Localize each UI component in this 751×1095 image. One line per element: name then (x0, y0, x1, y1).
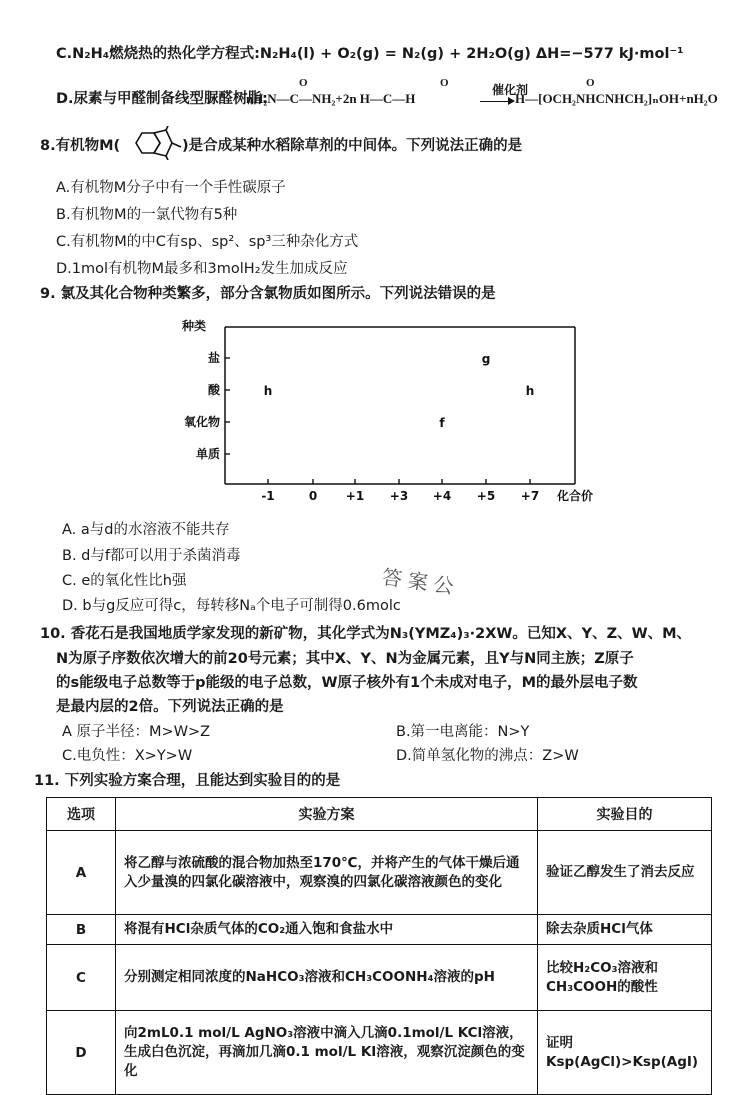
q9-option-c: C. e的氧化性比h强 (62, 573, 187, 589)
row-goal: 除去杂质HCl气体 (538, 915, 712, 945)
x-tick-label: +5 (476, 489, 496, 503)
chlorine-valence-chart (180, 312, 630, 512)
product-formula: H—[OCH₂NHCNHCH₂]ₙOH+nH₂O (515, 91, 718, 106)
q10-option-c: C.电负性：X>Y>W (62, 748, 193, 764)
urea-carbonyl-o: O (299, 77, 308, 89)
q10-stem-2: N为原子序数依次增大的前20号元素；其中X、Y、N为金属元素，且Y与N同主族；Z原子 (56, 651, 634, 667)
y-axis-title: 种类 (182, 319, 207, 333)
table-row (47, 945, 712, 1011)
table-row (47, 1011, 712, 1095)
x-tick-label: 0 (308, 489, 318, 503)
x-tick-label: -1 (261, 489, 275, 503)
row-option: B (47, 915, 116, 945)
q9-option-b: B. d与f都可以用于杀菌消毒 (62, 548, 241, 564)
x-tick-label: +1 (345, 489, 365, 503)
option-c-equation: C.N₂H₄燃烧热的热化学方程式:N₂H₄(l) + O₂(g) = N₂(g) + 2H₂O(g) ΔH=−577 kJ·mol⁻¹ (56, 46, 684, 62)
x-tick-label: +7 (520, 489, 540, 503)
q10-stem-3: 的s能级电子总数等于p能级的电子总数，W原子核外有1个未成对电子，M的最外层电子数 (56, 675, 638, 691)
q10-option-b: B.第一电离能：N>Y (396, 724, 530, 740)
q10-stem-4: 是最内层的2倍。下列说法正确的是 (56, 699, 284, 715)
q8-option-c: C.有机物M的中C有sp、sp²、sp³三种杂化方式 (56, 234, 359, 250)
q8-option-a: A.有机物M分子中有一个手性碳原子 (56, 180, 286, 196)
header-option: 选项 (47, 798, 116, 831)
x-tick-label: +4 (432, 489, 452, 503)
q9-stem: 9. 氯及其化合物种类繁多，部分含氯物质如图所示。下列说法错误的是 (40, 286, 496, 302)
catalyst-label: 催化剂 (492, 83, 529, 97)
indandione-structure-icon (128, 126, 182, 160)
x-axis-title: 化合价 (557, 489, 594, 503)
q8-stem-end: )是合成某种水稻除草剂的中间体。下列说法正确的是 (182, 138, 523, 154)
y-tick-label: 单质 (195, 447, 220, 461)
data-point-label: f (439, 416, 445, 430)
y-tick-label: 酸 (207, 383, 220, 397)
q9-option-d: D. b与g反应可得c，每转移Nₐ个电子可制得0.6molc (62, 598, 401, 614)
row-plan: 分别测定相同浓度的NaHCO₃溶液和CH₃COONH₄溶液的pH (116, 945, 538, 1011)
q10-option-a: A 原子半径：M>W>Z (62, 724, 211, 740)
row-option: C (47, 945, 116, 1011)
row-plan: 将混有HCl杂质气体的CO₂通入饱和食盐水中 (116, 915, 538, 945)
header-goal: 实验目的 (538, 798, 712, 831)
table-row (47, 831, 712, 915)
q10-stem-1: 10. 香花石是我国地质学家发现的新矿物，其化学式为N₃(YMZ₄)₃·2XW。已知X、Y、Z、W、M、 (40, 626, 692, 642)
table-row (47, 915, 712, 945)
row-goal: 比较H₂CO₃溶液和CH₃COOH的酸性 (538, 945, 712, 1011)
q10-option-d: D.简单氢化物的沸点：Z>W (396, 748, 579, 764)
data-point-label: h (263, 384, 273, 398)
y-tick-label: 氧化物 (183, 415, 220, 429)
product-carbonyl-o: O (586, 77, 595, 89)
row-option: A (47, 831, 116, 915)
formaldehyde-carbonyl-o: O (440, 77, 449, 89)
row-plan: 向2mL0.1 mol/L AgNO₃溶液中滴入几滴0.1mol/L KCl溶液，生成白色沉淀，再滴加几滴0.1 mol/L KI溶液，观察沉淀颜色的变化 (116, 1011, 538, 1095)
header-plan: 实验方案 (116, 798, 538, 831)
data-point-label: h (525, 384, 535, 398)
table-header-row (47, 798, 712, 831)
q9-option-a: A. a与d的水溶液不能共存 (62, 522, 230, 538)
q11-stem: 11. 下列实验方案合理，且能达到实验目的的是 (34, 773, 341, 789)
row-goal: 验证乙醇发生了消去反应 (538, 831, 712, 915)
reactants-formula: nH₂N—C—NH₂+2n H—C—H (246, 91, 416, 106)
option-d-prefix: D.尿素与甲醛制备线型脲醛树脂: (56, 91, 268, 107)
row-option: D (47, 1011, 116, 1095)
q8-option-d: D.1mol有机物M最多和3molH₂发生加成反应 (56, 261, 348, 277)
experiment-table (46, 797, 712, 1095)
row-goal: 证明 Ksp(AgCl)>Ksp(AgI) (538, 1011, 712, 1095)
arrow-head-icon (508, 97, 515, 105)
data-point-label: g (481, 352, 491, 366)
q8-stem-start: 8.有机物M( (40, 138, 121, 154)
q8-option-b: B.有机物M的一氯代物有5种 (56, 207, 238, 223)
row-plan: 将乙醇与浓硫酸的混合物加热至170℃，并将产生的气体干燥后通入少量溴的四氯化碳溶液中，观察溴的四氯化碳溶液颜色的变化 (116, 831, 538, 915)
watermark-text: 答案公 (380, 564, 462, 600)
x-tick-label: +3 (389, 489, 409, 503)
y-tick-label: 盐 (207, 351, 220, 365)
